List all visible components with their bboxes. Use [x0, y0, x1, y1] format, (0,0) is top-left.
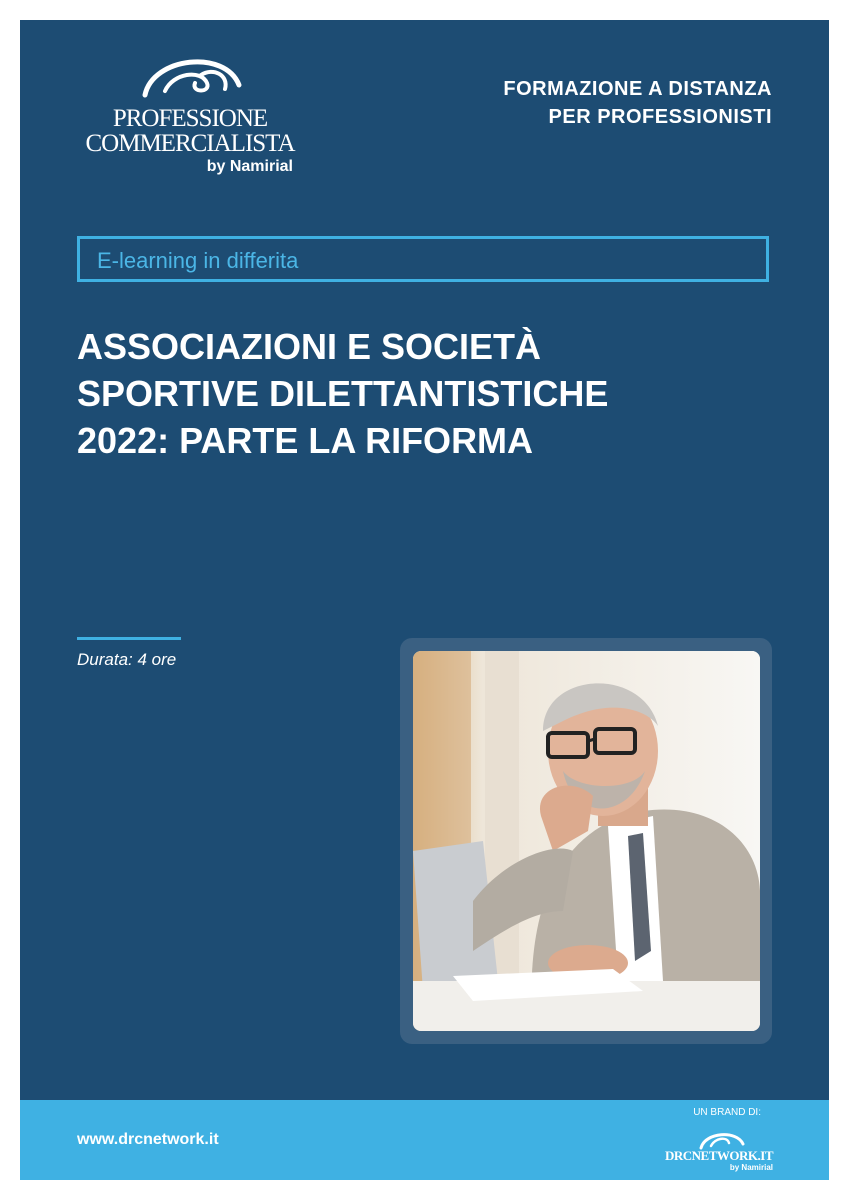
drcnetwork-by-namirial: by Namirial — [729, 1163, 773, 1172]
photo-frame — [400, 638, 772, 1044]
course-duration: Durata: 4 ore — [77, 650, 177, 669]
professione-commercialista-logo — [75, 45, 305, 185]
drcnetwork-logo — [663, 1128, 773, 1176]
course-title — [77, 323, 777, 464]
logo-by-namirial: by Namirial — [206, 158, 293, 175]
website-link[interactable]: www.drcnetwork.it — [77, 1131, 219, 1148]
brand-label: UN BRAND DI: — [693, 1107, 761, 1118]
businessman-at-laptop-photo — [413, 651, 760, 1031]
course-type-box — [77, 236, 769, 282]
cover-page — [20, 20, 829, 1180]
header-line-1: FORMAZIONE A DISTANZA — [503, 78, 772, 100]
footer — [20, 1100, 829, 1180]
header-tagline — [372, 75, 772, 131]
logo-line-2: COMMERCIALISTA — [85, 130, 295, 157]
divider — [77, 637, 181, 640]
course-type-label: E-learning in differita — [97, 248, 299, 273]
title-line-1: ASSOCIAZIONI E SOCIETÀ — [77, 326, 542, 367]
drcnetwork-name: DRCNETWORK.IT — [665, 1148, 773, 1163]
swirl-icon — [697, 1128, 747, 1150]
header-line-2: PER PROFESSIONISTI — [548, 106, 772, 128]
title-line-2: SPORTIVE DILETTANTISTICHE — [77, 373, 609, 414]
swirl-icon — [135, 45, 245, 100]
title-line-3: 2022: PARTE LA RIFORMA — [77, 420, 534, 461]
logo-line-1: PROFESSIONE — [112, 105, 268, 132]
